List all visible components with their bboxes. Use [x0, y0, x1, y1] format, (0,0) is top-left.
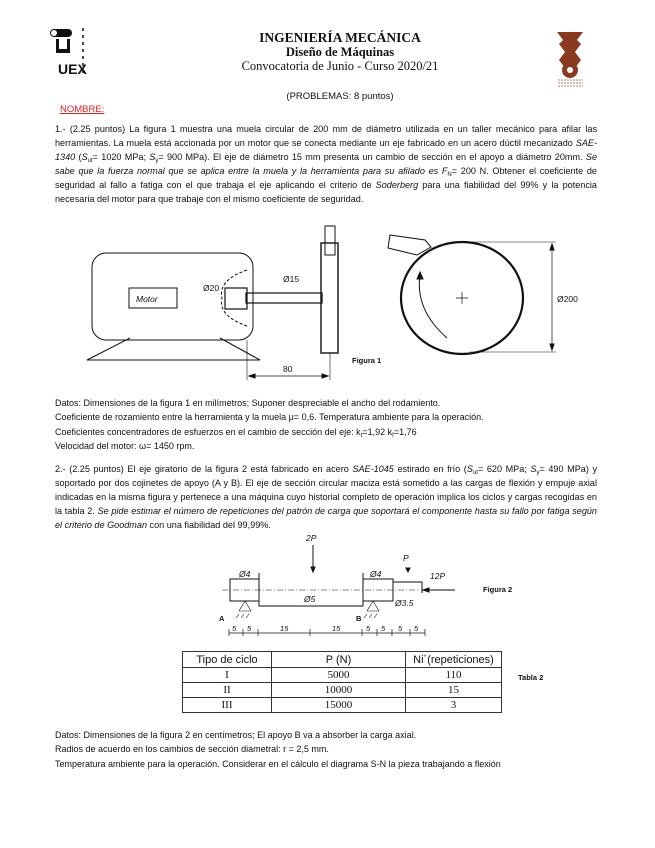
figure-1-caption: Figura 1	[352, 356, 382, 365]
problem-2-data: Datos: Dimensiones de la figura 2 en centímetros; El apoyo B va a absorber la carga axial. Radios de acuerdo en los cambios de sección diametral: r = 2,5 mm. Temperatura ambiente para la operación. Considerar en el cálculo el diagrama S-N la pieza trabajando a flexión	[55, 730, 501, 769]
tool	[325, 226, 335, 255]
uex-logo-text: UEX	[58, 61, 87, 77]
load-12p: 12P	[430, 571, 446, 581]
figure-1	[0, 215, 655, 385]
table-header: Ni´(repeticiones)	[406, 652, 502, 668]
load-2p: 2P	[306, 533, 317, 543]
shaft-hub	[225, 288, 247, 309]
dim-seg: 15	[280, 624, 289, 633]
problems-note: (PROBLEMAS: 8 puntos)	[286, 91, 394, 102]
dim-d4-right: Ø4	[370, 569, 382, 579]
tool-front	[388, 235, 431, 255]
table-row: I 5000 110	[183, 668, 502, 683]
name-label: NOMBRE:	[60, 104, 105, 115]
dim-seg: 15	[332, 624, 341, 633]
figure-2	[0, 530, 655, 640]
table-2-caption: Tabla 2	[518, 673, 544, 682]
dim-seg: 5	[381, 624, 386, 633]
table-row: II 10000 15	[183, 683, 502, 698]
support-b-label: B	[356, 614, 362, 623]
motor-base	[87, 338, 260, 360]
dim-d15: Ø15	[283, 274, 300, 284]
figure-2-caption: Figura 2	[483, 585, 513, 594]
table-header: P (N)	[272, 652, 406, 668]
dim-d4-left: Ø4	[239, 569, 251, 579]
exam-session: Convocatoria de Junio - Curso 2020/21	[241, 59, 439, 73]
dim-d200: Ø200	[557, 294, 578, 304]
dim-seg: 5	[247, 624, 252, 633]
load-cycles-table	[182, 651, 502, 713]
shaft	[246, 293, 322, 303]
table-row: III 15000 3	[183, 698, 502, 713]
motor-body	[92, 253, 253, 340]
motor-label: Motor	[136, 294, 158, 304]
dim-seg: 5	[232, 624, 237, 633]
support-a-label: A	[219, 614, 225, 623]
dim-d35: Ø3.5	[395, 598, 414, 608]
subject-title: Diseño de Máquinas	[285, 45, 395, 59]
dim-seg: 5	[414, 624, 419, 633]
dim-seg: 5	[398, 624, 403, 633]
dim-seg: 5	[366, 624, 371, 633]
course-title: INGENIERÍA MECÁNICA	[259, 30, 421, 45]
problem-1-data: Datos: Dimensiones de la figura 1 en milímetros; Suponer despreciable el ancho del rodamiento. Coeficiente de rozamiento entre la herramienta y la muela μ= 0,6. Temperatura ambiente para la operación. Coeficientes concentradores de esfuerzos en el cambio de sección del eje: $k_t=1,92$ $k_f=1,76$ Velocidad del motor: ω= 1450 rpm.	[55, 398, 484, 451]
table-header: Tipo de ciclo	[183, 652, 272, 668]
dim-d5: Ø5	[304, 594, 316, 604]
problem-1-statement: 1.- (2.25 puntos) La figura 1 muestra una muela circular de 200 mm de diámetro utilizada en un taller mecánico para afilar las herramientas. La muela está accionada por un motor que se conecta mediante un eje fabricado en un acero dúctil mecanizado SAE-1340 ($S_{ut}= 1020$ MPa; $S_y= 900$ MPa). El eje de diámetro 15 mm presenta un cambio de sección en el apoyo a diámetro 20mm. Se sabe que la fuerza normal que se aplica entre la muela y la herramienta para su afilado es $F_N= 200$ N. Obtener el coeficiente de seguridad al fallo a fatiga con el que trabaja el eje aplicando el criterio de Soderberg para una fiabilidad del 99% y la potencia necesaria del motor para que trabaje con el mismo coeficiente de seguridad.	[55, 124, 597, 205]
dim-80: 80	[283, 364, 293, 374]
dim-d20: Ø20	[203, 283, 220, 293]
grinding-wheel-side	[321, 243, 338, 353]
problem-2-statement: 2.- (2.25 puntos) El eje giratorio de la figura 2 está fabricado en acero SAE-1045 estirado en frío ($S_{ut}= 620$ MPa; $S_y= 490$ MPa) y soportado por dos cojinetes de apoyo (A y B). El eje de sección circular maciza está sometido a las cargas de flexión y empuje axial indicadas en la misma figura y pertenece a una máquina cuyo historial completo de operación implica los ciclos y cargas recogidas en la tabla 2. Se pide estimar el número de repeticiones del patrón de carga que soportará el componente hasta su fallo por fatiga según el criterio de Goodman con una fiabilidad del 99,99%.	[55, 464, 597, 531]
load-p: P	[403, 553, 409, 563]
